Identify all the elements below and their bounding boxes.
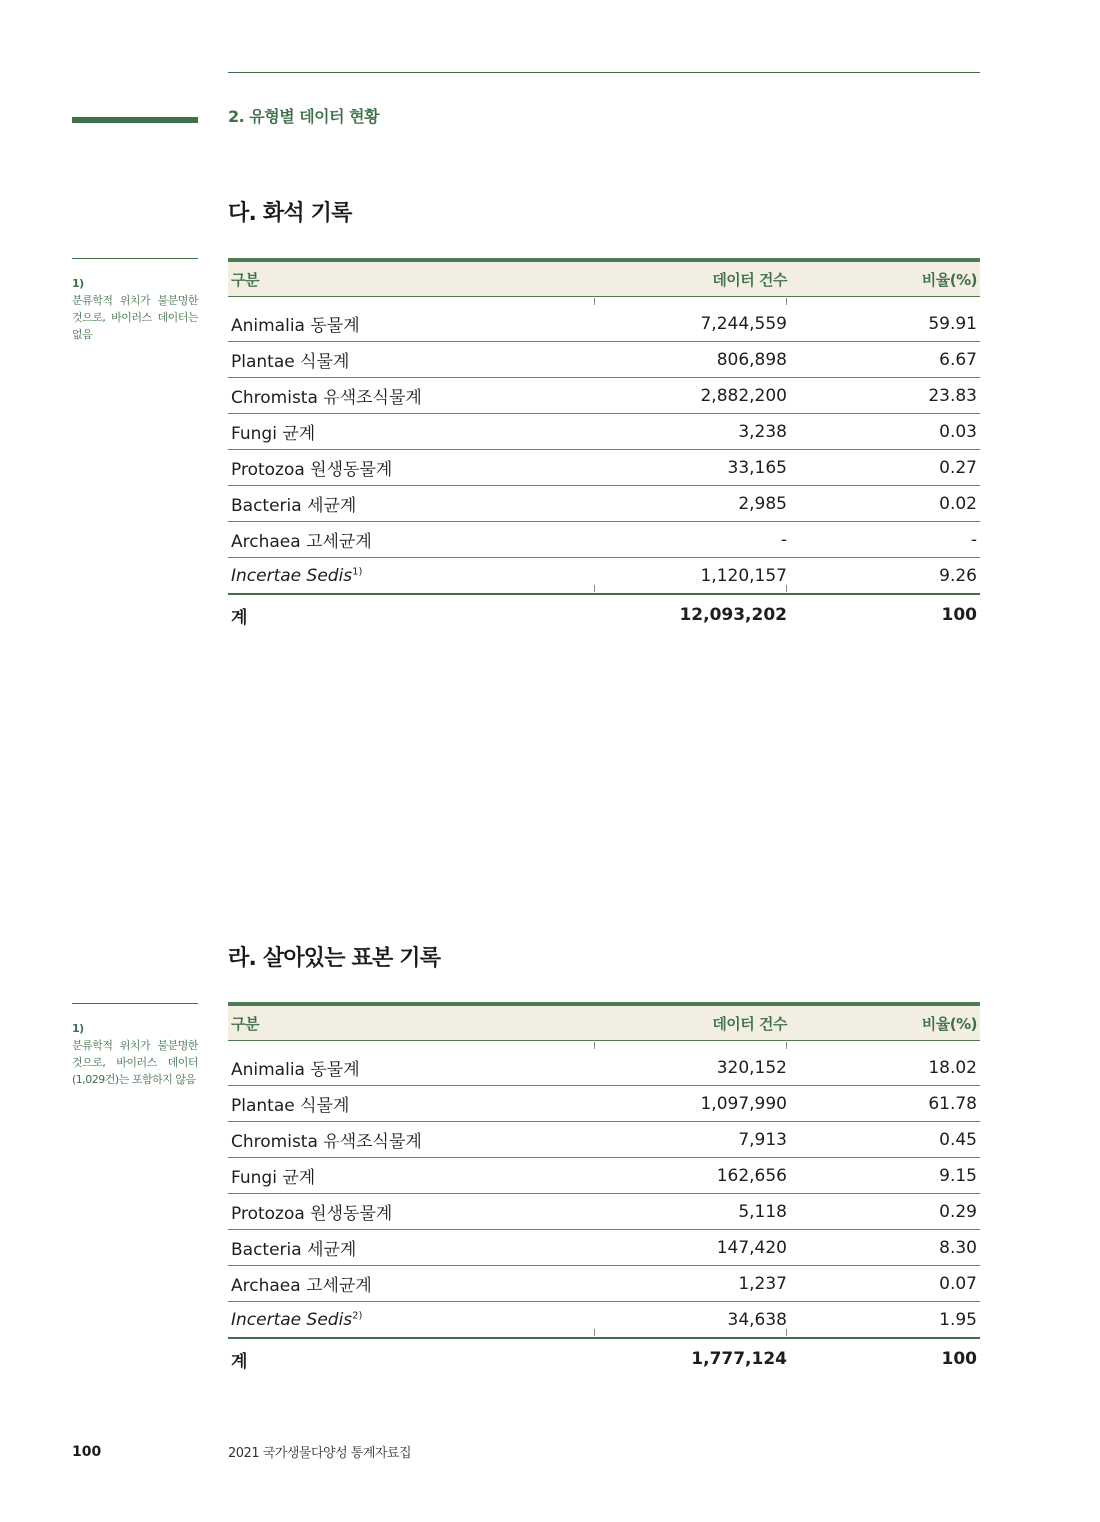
- fossil-heading: 다. 화석 기록: [228, 201, 352, 226]
- publication-title: 2021 국가생물다양성 통계자료집: [228, 1446, 412, 1461]
- table-row: Archaea 고세균계 - -: [228, 522, 980, 558]
- header-ratio: 비율(%): [921, 1014, 977, 1033]
- living-footnote-text: 분류학적 위치가 불분명한 것으로, 바이러스 데이터 (1,029건)는 포함하지 않음: [72, 1039, 198, 1086]
- fossil-footnote: [72, 258, 198, 343]
- table-row: Fungi 균계 3,238 0.03: [228, 414, 980, 450]
- living-footnote-number: 1): [72, 1022, 84, 1035]
- table-header: [228, 258, 980, 297]
- header-count: 데이터 건수: [712, 270, 787, 289]
- table-total-row: 계 12,093,202 100: [231, 605, 977, 628]
- table-row: Animalia 동물계 320,152 18.02: [228, 1050, 980, 1086]
- living-table: [228, 1002, 980, 1379]
- table-header: [228, 1002, 980, 1041]
- table-row: Protozoa 원생동물계 33,165 0.27: [228, 450, 980, 486]
- top-rule: [228, 72, 980, 73]
- table-row: Animalia 동물계 7,244,559 59.91: [228, 306, 980, 342]
- header-category: 구분: [231, 270, 259, 289]
- header-category: 구분: [231, 1014, 259, 1033]
- header-ratio: 비율(%): [921, 270, 977, 289]
- table-row: Plantae 식물계 1,097,990 61.78: [228, 1086, 980, 1122]
- table-row: Plantae 식물계 806,898 6.67: [228, 342, 980, 378]
- table-row: Chromista 유색조식물계 2,882,200 23.83: [228, 378, 980, 414]
- living-heading: 라. 살아있는 표본 기록: [228, 946, 441, 971]
- section-label: 2. 유형별 데이터 현황: [228, 107, 380, 126]
- table-row-incertae-sedis: Incertae Sedis$^{1)}$ 1,120,157 9.26: [228, 558, 980, 595]
- table-total-row: 계 1,777,124 100: [231, 1349, 977, 1372]
- living-footnote: [72, 1003, 198, 1088]
- table-row: Protozoa 원생동물계 5,118 0.29: [228, 1194, 980, 1230]
- table-row: Fungi 균계 162,656 9.15: [228, 1158, 980, 1194]
- table-row-incertae-sedis: Incertae Sedis$^{2)}$ 34,638 1.95: [228, 1302, 980, 1339]
- section-marker-bar: [72, 117, 198, 123]
- fossil-footnote-number: 1): [72, 277, 84, 290]
- table-row: Archaea 고세균계 1,237 0.07: [228, 1266, 980, 1302]
- table-row: Chromista 유색조식물계 7,913 0.45: [228, 1122, 980, 1158]
- fossil-footnote-text: 분류학적 위치가 불분명한 것으로, 바이러스 데이터는 없음: [72, 294, 198, 341]
- table-row: Bacteria 세균계 147,420 8.30: [228, 1230, 980, 1266]
- header-count: 데이터 건수: [712, 1014, 787, 1033]
- fossil-table: [228, 258, 980, 635]
- table-row: Bacteria 세균계 2,985 0.02: [228, 486, 980, 522]
- page-number: 100: [72, 1444, 102, 1460]
